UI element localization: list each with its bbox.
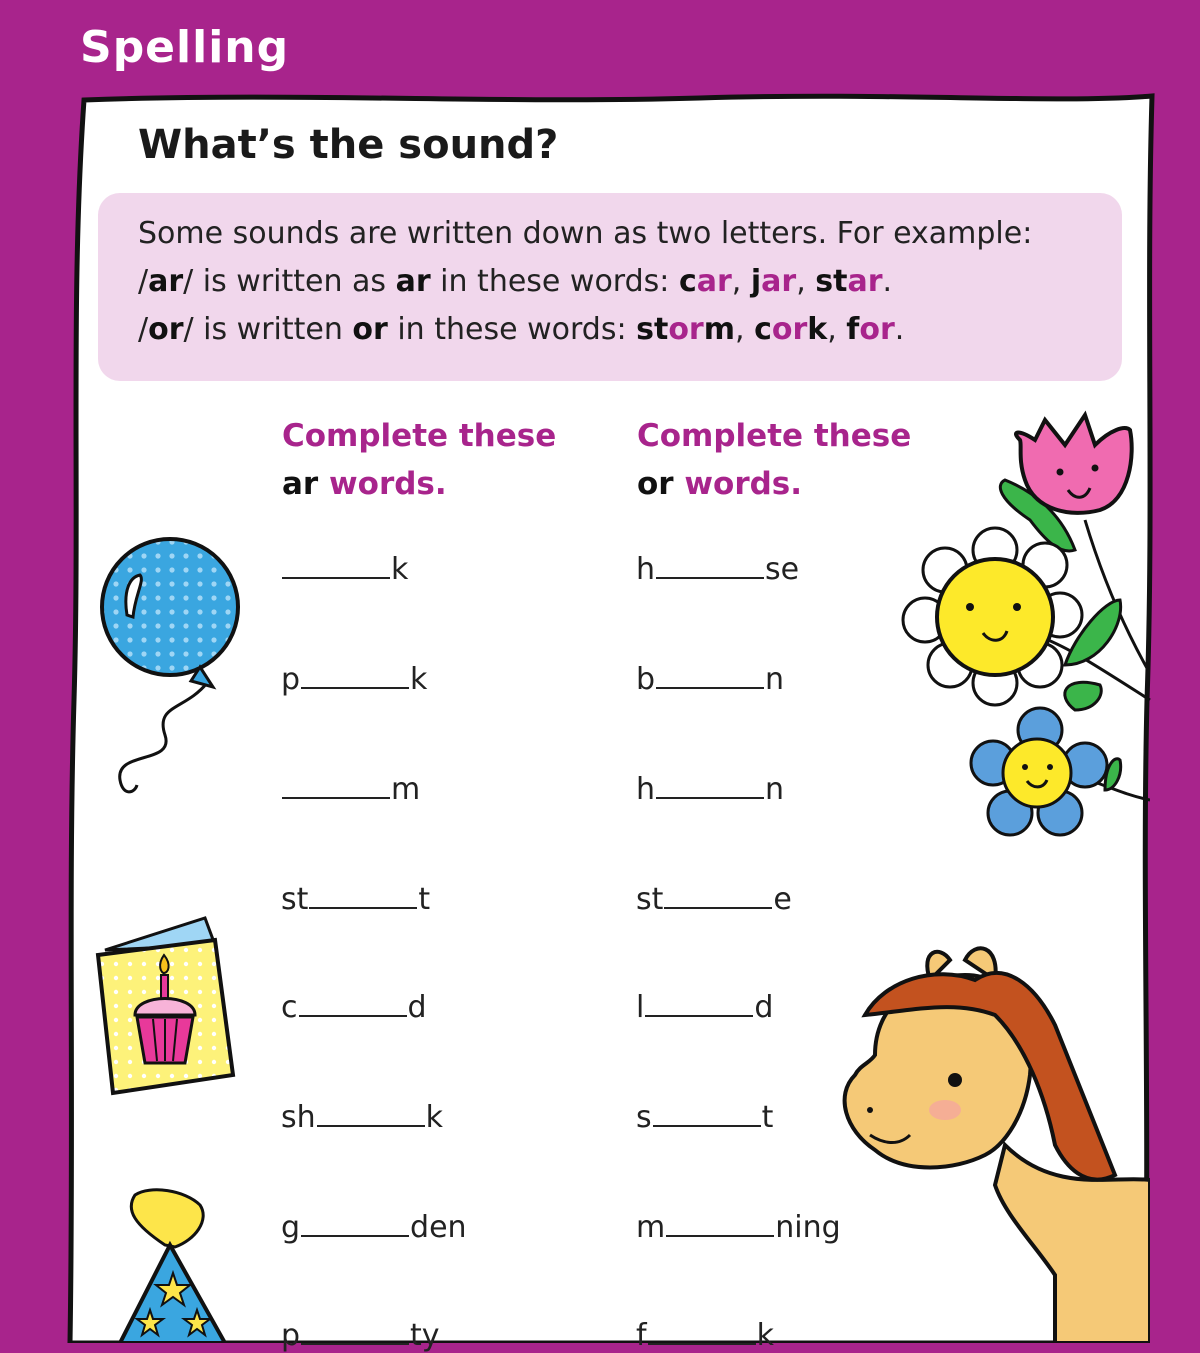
page-title: What’s the sound? <box>138 122 559 168</box>
info-line-3: /or/ is written or in these words: storm, cork, for. <box>138 312 905 347</box>
answer-blank[interactable] <box>664 905 772 909</box>
answer-blank[interactable] <box>653 1123 761 1127</box>
ar-item-3[interactable]: m <box>281 772 420 807</box>
answer-blank[interactable] <box>301 1341 409 1345</box>
answer-blank[interactable] <box>309 905 417 909</box>
or-item-3[interactable]: h n <box>636 772 785 807</box>
info-line-1: Some sounds are written down as two letters. For example: <box>138 216 1033 251</box>
answer-blank[interactable] <box>656 685 764 689</box>
ar-column-heading: Complete these ar words. <box>282 418 557 502</box>
answer-blank[interactable] <box>301 1233 409 1237</box>
answer-blank[interactable] <box>282 795 390 799</box>
small-flower-icon <box>965 705 1150 840</box>
or-item-8[interactable]: f k <box>636 1318 774 1353</box>
or-item-2[interactable]: b n <box>636 662 785 697</box>
or-item-1[interactable]: h se <box>636 552 800 587</box>
ar-item-8[interactable]: p ty <box>281 1318 440 1353</box>
or-item-7[interactable]: m ning <box>636 1210 841 1245</box>
answer-blank[interactable] <box>656 795 764 799</box>
pony-icon <box>835 945 1150 1343</box>
info-line-2: /ar/ is written as ar in these words: car, jar, star. <box>138 264 893 299</box>
answer-blank[interactable] <box>666 1233 774 1237</box>
ar-item-2[interactable]: p k <box>281 662 428 697</box>
ar-item-6[interactable]: sh k <box>281 1100 444 1135</box>
answer-blank[interactable] <box>301 685 409 689</box>
answer-blank[interactable] <box>648 1341 756 1345</box>
section-title: Spelling <box>80 22 290 73</box>
or-column-heading: Complete these or words. <box>637 418 912 502</box>
ar-item-4[interactable]: st t <box>281 882 431 917</box>
balloon-icon <box>95 535 245 800</box>
answer-blank[interactable] <box>299 1013 407 1017</box>
or-item-6[interactable]: s t <box>636 1100 774 1135</box>
answer-blank[interactable] <box>656 575 764 579</box>
party-hat-icon <box>115 1185 230 1343</box>
or-item-4[interactable]: st e <box>636 882 792 917</box>
daisy-icon <box>895 525 1155 720</box>
ar-item-7[interactable]: g den <box>281 1210 467 1245</box>
answer-blank[interactable] <box>645 1013 753 1017</box>
answer-blank[interactable] <box>282 575 390 579</box>
answer-blank[interactable] <box>317 1123 425 1127</box>
or-item-5[interactable]: l d <box>636 990 774 1025</box>
ar-item-1[interactable]: k <box>281 552 408 587</box>
ar-item-5[interactable]: c d <box>281 990 427 1025</box>
birthday-card-icon <box>95 915 240 1100</box>
